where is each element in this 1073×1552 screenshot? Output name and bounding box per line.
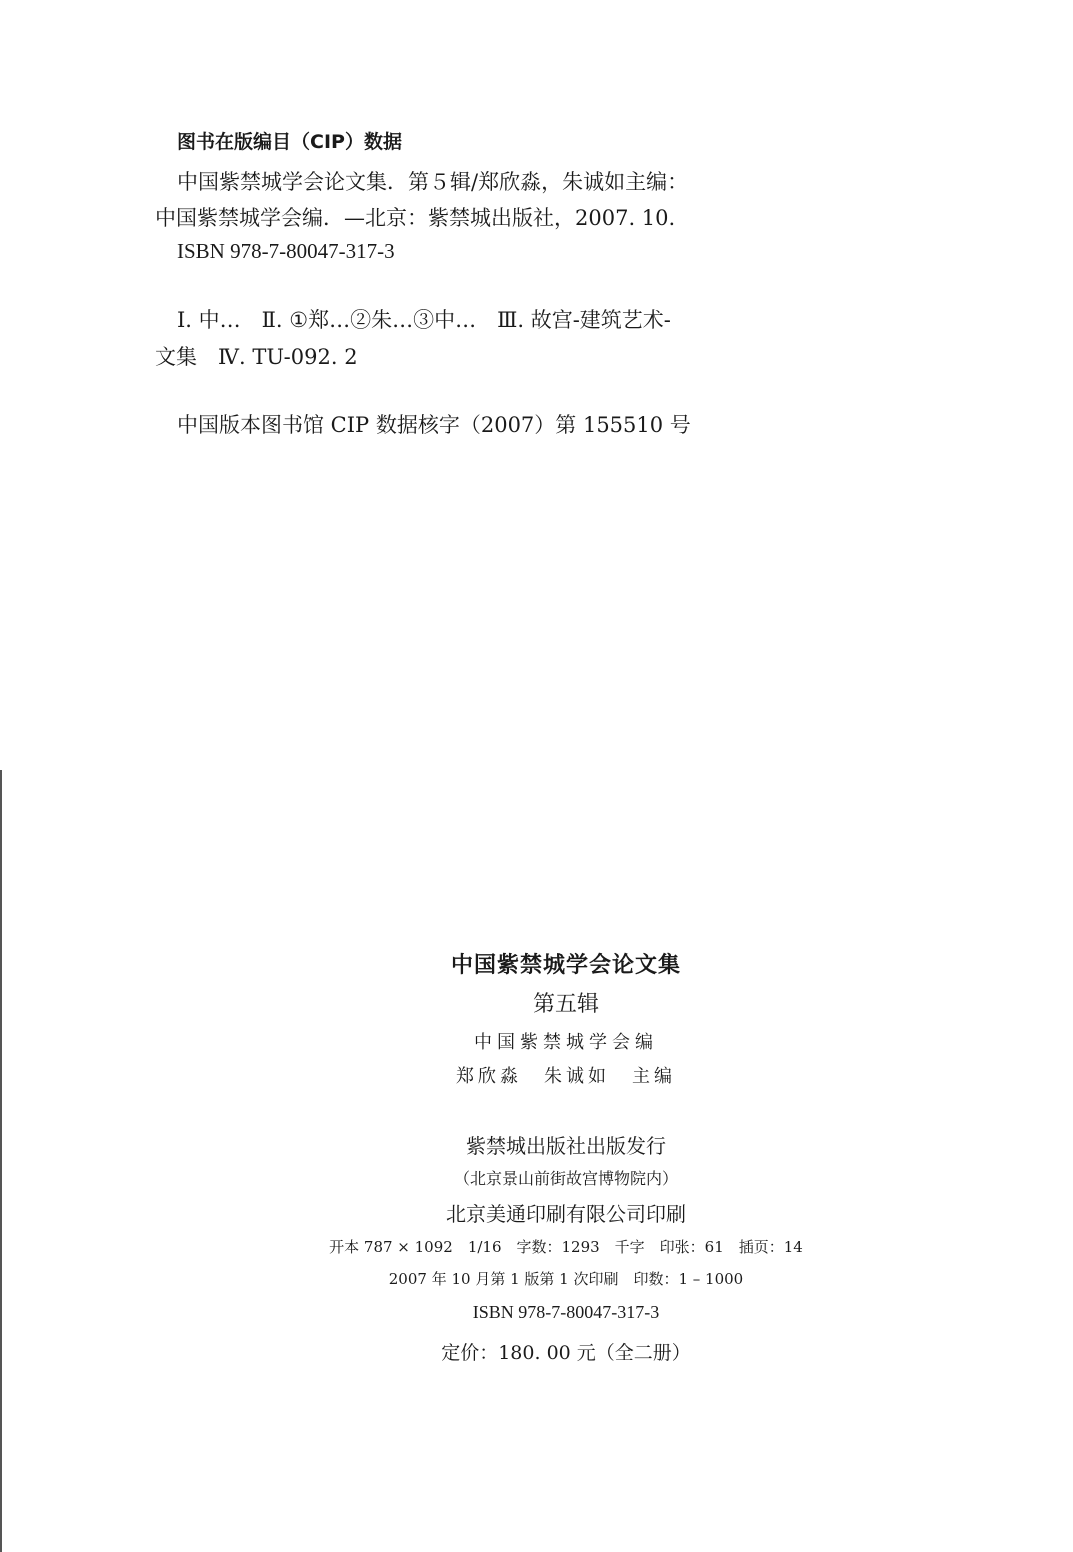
cip-isbn: ISBN 978-7-80047-317-3 xyxy=(177,239,395,263)
printer: 北京美通印刷有限公司印刷 xyxy=(446,1202,686,1226)
edition-info: 2007 年 10 月第 1 版第 1 次印刷 印数：1 – 1000 xyxy=(388,1270,744,1288)
cip-classification-line-2: 文集 Ⅳ. TU-092. 2 xyxy=(155,345,358,369)
cip-classification-line-1: Ⅰ. 中… Ⅱ. ①郑…②朱…③中… Ⅲ. 故宫-建筑艺术- xyxy=(177,308,671,332)
cip-heading: 图书在版编目（CIP）数据 xyxy=(177,131,402,153)
price: 定价：180. 00 元（全二册） xyxy=(441,1342,691,1364)
volume-label: 第五辑 xyxy=(532,992,599,1017)
editor-organization: 中国紫禁城学会编 xyxy=(474,1032,658,1053)
book-title: 中国紫禁城学会论文集 xyxy=(450,953,681,978)
cip-publisher-line: 中国紫禁城学会编．—北京：紫禁城出版社，2007. 10. xyxy=(155,206,676,230)
cip-record-number: 中国版本图书馆 CIP 数据核字（2007）第 155510 号 xyxy=(177,413,691,437)
page-edge-rule xyxy=(0,770,2,1552)
cip-title-line: 中国紫禁城学会论文集．第５辑/郑欣淼，朱诚如主编： xyxy=(177,170,689,194)
publisher: 紫禁城出版社出版发行 xyxy=(466,1134,666,1158)
publisher-address: （北京景山前街故宫博物院内） xyxy=(453,1169,678,1188)
colophon-isbn: ISBN 978-7-80047-317-3 xyxy=(472,1302,660,1322)
format-specs: 开本 787 × 1092 1/16 字数：1293 千字 印张：61 插页：14 xyxy=(329,1238,803,1256)
chief-editors: 郑欣淼 朱诚如 主编 xyxy=(456,1066,676,1087)
